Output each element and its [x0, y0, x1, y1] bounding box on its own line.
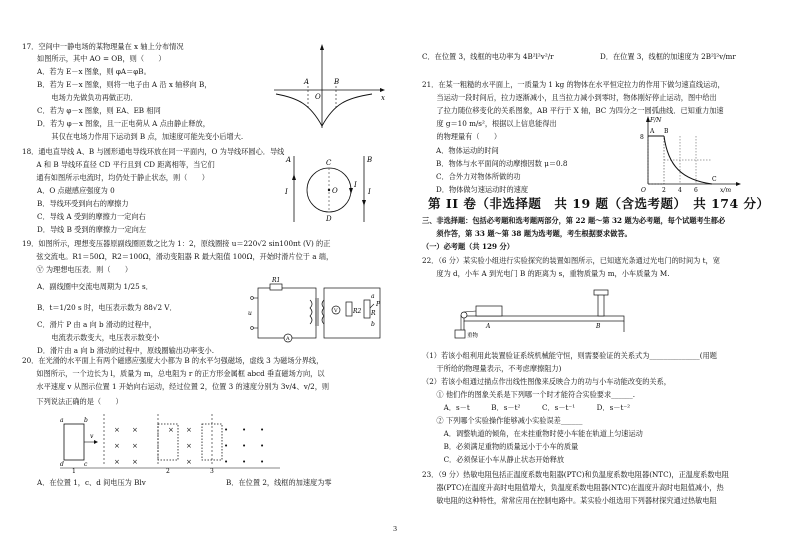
q21-axis-x-label: x/m: [720, 187, 732, 194]
q21-tick-x-2: 2: [662, 187, 666, 194]
q18-label-d: D: [326, 215, 332, 223]
q21-option-b: B．物体与水平面间的动摩擦因数 μ＝0.8: [436, 159, 568, 168]
q21-option-c: C．合外力对物体所做的功: [436, 172, 521, 181]
q18-option-a: A．O 点磁感应强度为 0: [37, 186, 115, 195]
part2-title: 第 II 卷（非选择题 共 19 题（含选考题） 共 174 分）: [428, 196, 770, 211]
svg-text:×: ×: [132, 426, 138, 434]
part2-note-1: 三、非选择题：包括必考题和选考题两部分，第 22 题～第 32 题为必考题，每个试题考生都必: [422, 216, 726, 225]
q17-label-x: x: [381, 94, 385, 102]
q23-stem-3: 敏电阻的这种特性，常常应用在控制电路中。某实验小组选用下列器材探究通过热敏电阻: [422, 496, 717, 505]
q19-label-r1: R1: [272, 277, 281, 284]
q21-tick-x-4: 4: [678, 187, 682, 194]
q22-part2-q1: ① 他们作的图象关系是下列哪一个时才能符合实验要求______.: [422, 390, 636, 399]
svg-text:•: •: [242, 442, 247, 450]
svg-text:×: ×: [186, 426, 192, 434]
q21-stem-4: 度 g＝10 m/s²，根据以上信息能得出: [422, 119, 557, 128]
q21-point-a: A: [650, 128, 655, 135]
q22-part1-1: （1）若该小组利用此装置验证系统机械能守恒，则需要验证的关系式为______________(用题: [422, 351, 717, 360]
q19-label-ammeter: A: [286, 336, 290, 342]
q19-label-u: u: [248, 310, 252, 317]
q20-option-d: D．在位置 3，线框的加速度为 2B²l²v/mr: [600, 52, 736, 61]
q20-stem-4: 下列说法正确的是（ ）: [22, 397, 123, 406]
section-heading: （一）必考题（共 129 分）: [422, 242, 514, 251]
q23-stem-2: 器(PTC)在温度升高时电阻值增大，负温度系数电阻器(NTC)在温度升高时电阻值减小，热: [422, 483, 724, 492]
q21-option-a: A．物体运动的时间: [436, 146, 499, 155]
q21-point-b: B: [664, 128, 669, 135]
page-number: 3: [393, 525, 398, 533]
q22-label-weight: 重物: [467, 333, 479, 339]
q20-label-d: d: [60, 461, 64, 468]
q22-part2-q1-options: A．s－t B．s－t² C．s－t⁻¹ D．s－t⁻²: [422, 403, 631, 412]
q21-stem-1: 21．在某一粗糙的水平面上，一质量为 1 kg 的物体在水平恒定拉力的作用下做匀速直线运动，: [422, 80, 725, 89]
q18-option-b: B．导线环受到向右的摩擦力: [37, 199, 129, 208]
svg-text:•: •: [224, 458, 229, 466]
q21-option-d: D．物体做匀速运动时的速度: [436, 185, 529, 194]
q21-stem-3: 了拉力随位移变化的关系图象，AB 平行于 X 轴，BC 为四分之一圆弧曲线．已知重力加速: [422, 106, 724, 115]
q22-stem-1: 22．（6 分）某实验小组进行实验探究的装置如图所示，已知遮光条通过光电门的时间为 t，宽: [422, 256, 720, 265]
q18-label-b: B: [367, 156, 373, 164]
svg-text:•: •: [260, 458, 265, 466]
svg-text:•: •: [242, 426, 247, 434]
q18-stem-2: A 和 B 导线环直径 CD 平行且到 CD 距离相等，当它们: [22, 160, 215, 169]
q21-stem-2: 当运动一段时间后，拉力逐渐减小，且当拉力减小到零时，物体刚好停止运动，图中给出: [422, 93, 717, 102]
part2-note-2: 须作答，第 33 题～第 38 题为选考题，考生根据要求做答。: [422, 229, 632, 238]
svg-text:•: •: [224, 426, 229, 434]
q18-stem-3: 通有如图所示电流时，均仍处于静止状态，则（ ）: [22, 173, 209, 182]
q20-stem-3: 水平速度 v 从图示位置 1 开始向右运动，经过位置 2，位置 3 的速度分别为 3v/4、v/2，则: [22, 382, 330, 391]
q17-option-b: B．若为 E－x 图象，则将一电子由 A 沿 x 轴移向 B，: [37, 80, 212, 89]
svg-text:×: ×: [132, 442, 138, 450]
q17-figure: [268, 42, 388, 132]
q19-stem-2: 弦交流电。R1＝50Ω，R2＝100Ω，滑动变阻器 R 最大阻值 100Ω，开始时滑片位于 a 端，: [22, 252, 334, 261]
q19-option-a: A．副线圈中交流电周期为 1/25 s．: [37, 282, 153, 291]
q19-option-c-2: 电流表示数变大，电压表示数变小: [37, 333, 160, 342]
q18-figure: [280, 152, 380, 226]
q19-label-r2: R2: [353, 308, 362, 315]
q19-label-a: a: [371, 293, 375, 300]
q19-option-b: B．t＝1/20 s 时，电压表示数为 88√2 V．: [37, 303, 177, 312]
q20-stem-2: 如图所示，一个边长为 l，质量为 m，总电阻为 r 的正方形金属框 abcd 垂直磁场方向，以: [22, 369, 325, 378]
q18-stem-1: 18．通电直导线 A、B 与圆形通电导线环放在同一平面内，O 为导线环圆心．导线: [22, 147, 285, 156]
q17-label-a: A: [304, 78, 310, 86]
svg-text:×: ×: [114, 458, 120, 466]
q21-point-c: C: [712, 176, 717, 183]
q22-part2-q2-b: B．必须满足重物的质量远小于小车的质量: [422, 442, 579, 451]
q22-label-b: B: [596, 323, 601, 330]
q20-label-pos3: 3: [210, 468, 214, 474]
q20-label-pos2: 2: [166, 468, 170, 474]
q19-option-d: D．滑片由 a 向 b 滑动的过程中，原线圈输出功率变小.: [37, 346, 215, 355]
q19-option-c: C．滑片 P 由 a 向 b 滑动的过程中，: [37, 320, 157, 329]
svg-text:×: ×: [168, 426, 174, 434]
q19-label-r: R: [371, 310, 376, 317]
svg-text:×: ×: [114, 442, 120, 450]
q20-label-pos1: 1: [72, 468, 76, 474]
q17-option-a: A．若为 E－x 图象，则 φA＝φB。: [37, 67, 151, 76]
q20-label-a: a: [60, 417, 64, 424]
q18-label-i-right: I: [368, 188, 371, 196]
q22-part2-q2-a: A．调整轨道的倾角，在未挂重物时使小车能在轨道上匀速运动: [422, 429, 643, 438]
q22-part2-q2-c: C．必须保证小车从静止状态开始释放: [422, 455, 565, 464]
svg-text:×: ×: [186, 458, 192, 466]
q21-tick-x-6: 6: [694, 187, 698, 194]
q22-figure: [450, 282, 650, 342]
q19-stem-1: 19．如图所示，理想变压器原副线圈匝数之比为 1：2，原线圈接 u＝220√2 sin100πt (V) 的正: [22, 239, 331, 248]
q21-origin: O: [641, 187, 646, 194]
svg-text:•: •: [224, 442, 229, 450]
q20-stem-1: 20．在光滑的水平面上有两个磁感应强度大小都为 B 的水平匀强磁场，虚线 3 为磁场分界线，: [22, 356, 324, 365]
q22-part2-1: （2）若该小组通过描点作出线性图像来反映合力的功与小车动能改变的关系，: [422, 377, 671, 386]
q18-label-o: O: [332, 187, 338, 195]
q21-figure: [632, 114, 742, 194]
q20-label-v: v: [90, 433, 94, 440]
q17-option-d-2: 其仅在电场力作用下运动到 B 点，加速度可能先变小后增大.: [37, 132, 244, 141]
q22-label-a: A: [486, 323, 491, 330]
q20-option-b: B．在位置 2，线框的加速度为零: [226, 478, 332, 487]
svg-text:•: •: [242, 458, 247, 466]
q18-option-d: D．导线 B 受到的摩擦力一定向左: [37, 225, 147, 234]
q18-label-c: C: [326, 159, 332, 167]
q19-label-voltmeter: V: [334, 308, 338, 314]
q20-label-c: c: [84, 461, 88, 468]
q21-axis-y-label: F/N: [650, 117, 662, 124]
q21-stem-5: 的物理量有（ ）: [422, 132, 502, 141]
q18-label-i-ring: I: [354, 181, 357, 189]
q21-tick-y-8: 8: [640, 134, 644, 141]
svg-text:×: ×: [132, 458, 138, 466]
q18-label-a: A: [286, 156, 292, 164]
q22-part1-2: 干所给的物理量表示，不考虑摩擦阻力): [422, 364, 562, 373]
q19-label-p: P: [376, 301, 381, 308]
svg-text:•: •: [260, 442, 265, 450]
q19-stem-3: Ⓥ 为理想电压表．则（ ）: [22, 265, 133, 274]
q19-label-b: b: [371, 321, 375, 328]
q17-stem-2: 如图所示，其中 AO = OB，则（ ）: [37, 54, 166, 63]
q18-label-i-left: I: [285, 188, 288, 196]
svg-text:×: ×: [186, 442, 192, 450]
svg-text:×: ×: [114, 426, 120, 434]
q18-option-c: C．导线 A 受到的摩擦力一定向右: [37, 212, 146, 221]
q17-label-o: O: [315, 93, 321, 101]
q17-stem-1: 17．空间中一静电场的某物理量在 x 轴上分布情况: [22, 42, 184, 51]
q17-label-b: B: [334, 78, 340, 86]
q22-part2-q2: ② 下列哪个实验操作能够减小实验误差______: [422, 416, 583, 425]
q20-option-c: C．在位置 3，线框的电功率为 4B²l²v²/r: [422, 52, 554, 61]
q22-stem-2: 度为 d，小车 A 到光电门 B 的距离为 s，重物质量为 m，小车质量为 M.: [422, 269, 670, 278]
q17-option-c: C．若为 φ－x 图象，则 EA、EB 相同: [37, 106, 161, 115]
q19-figure: [248, 274, 388, 346]
svg-text:•: •: [260, 426, 265, 434]
q20-option-a: A．在位置 1，c、d 间电压为 Blv: [37, 478, 146, 487]
q23-stem-1: 23．（9 分）热敏电阻包括正温度系数电阻器(PTC)和负温度系数电阻器(NTC)，正温度系数电阻: [422, 470, 729, 479]
q17-option-b-2: 电场力先做负功再做正功．: [37, 93, 138, 102]
q20-label-b: b: [84, 417, 88, 424]
q20-figure: [60, 410, 300, 474]
q17-option-d: D．若为 φ－x 图象，且一正电荷从 A 点由静止释放，: [37, 119, 210, 128]
